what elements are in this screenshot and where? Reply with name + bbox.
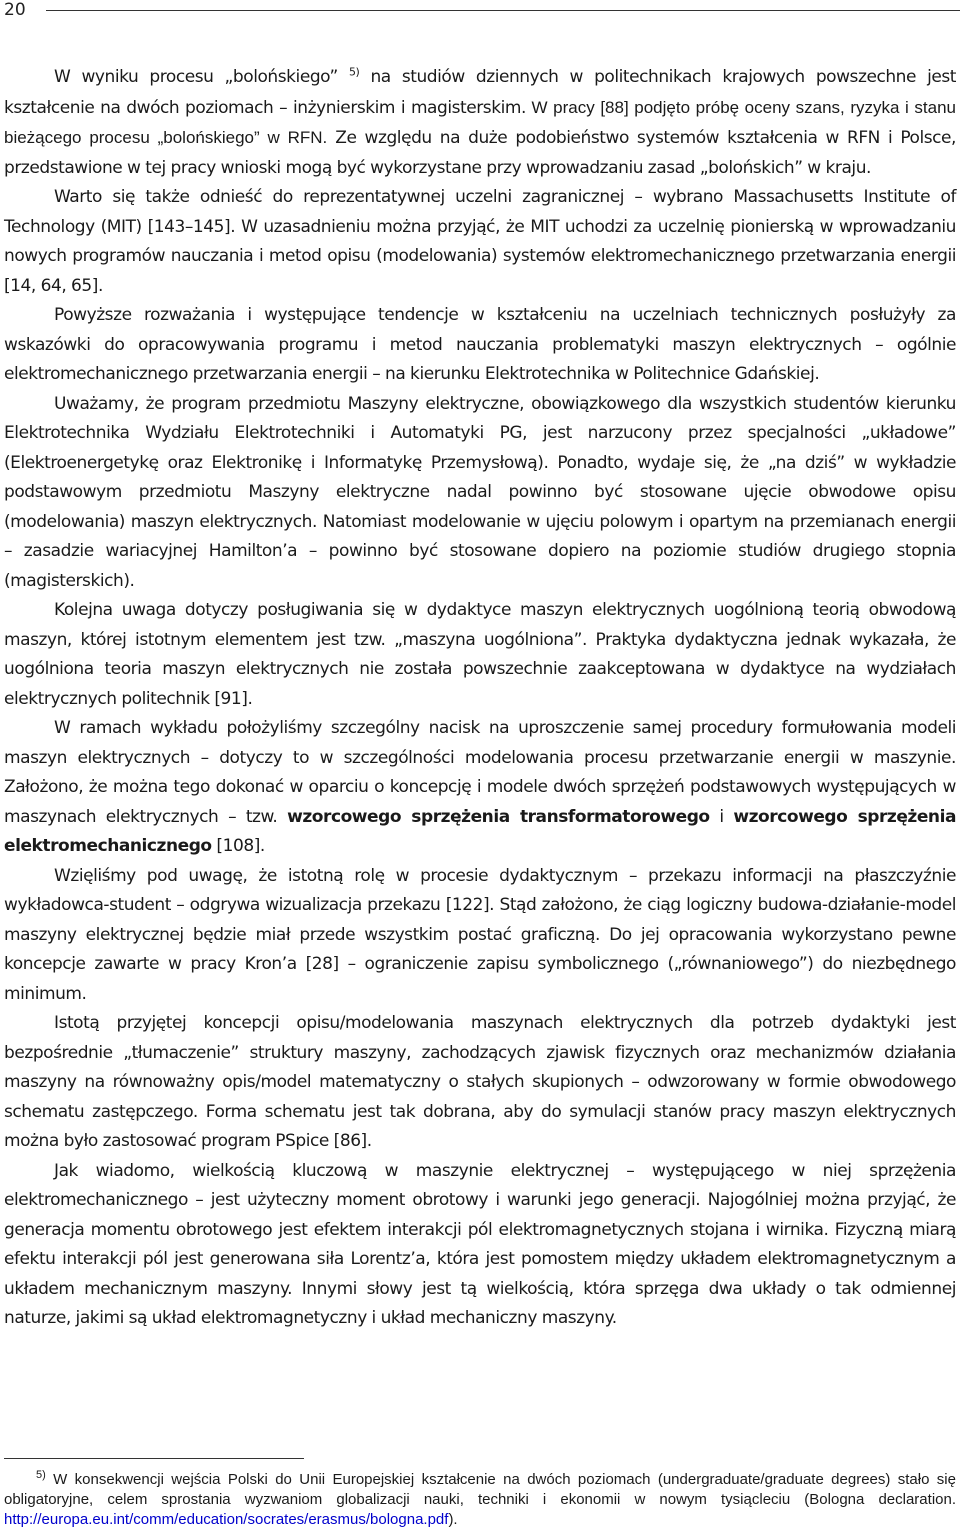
paragraph-5: Kolejna uwaga dotyczy posługiwania się w dydaktyce maszyn elektrycznych uogólnioną teorią obwodową maszyn, której istotnym elementem jest tzw. „maszyna uogólniona”. Praktyka dydaktyczna jednak wykazała, że uogólniona teoria maszyn elektrycznych nie została powszechnie zaakceptowana w dydaktyce na wydziałach elektrycznych politechnik [91]. bbox=[4, 600, 956, 709]
paragraph-4: Uważamy, że program przedmiotu Maszyny elektryczne, obowiązkowego dla wszystkich studentów kierunku Elektrotechnika Wydziału Elektrotechniki i Automatyki PG, jest narzucony przez specjalności „układowe” (Elektroenergetykę oraz Elektronikę i Informatykę Przemysłową). Ponadto, wydaje się, że „na dziś” w wykładzie podstawowym przedmiotu Maszyny elektryczne nadal powinno być stosowane ujęcie obwodowe opisu (modelowania) maszyn elektrycznych. Natomiast modelowanie w ujęciu polowym i opartym na przemianach energii – zasadzie wariacyjnej Hamilton’a – powinno być stosowane dopiero na poziomie studiów drugiego stopnia (magisterskich). bbox=[4, 393, 956, 591]
paragraph-8: Istotą przyjętej koncepcji opisu/modelowania maszynach elektrycznych dla potrzeb dydaktyki jest bezpośrednie „tłumaczenie” struktury maszyny, zachodzących zjawisk fizycznych oraz mechanizmów działania maszyny na równoważny opis/model matematyczny o stałych skupionych – odwzorowany w formie obwodowego schematu zastępczego. Forma schematu jest tak dobrana, aby do symulacji stanów pracy maszyn elektrycznych można było zastosować program PSpice [86]. bbox=[4, 1013, 956, 1151]
paragraph-9: Jak wiadomo, wielkością kluczową w maszynie elektrycznej – występującego w niej sprzężenia elektromechanicznego – jest użyteczny moment obrotowy i warunki jego generacji. Najogólniej można przyjąć, że generacja momentu obrotowego jest efektem interakcji pól elektromagnetycznych stojana i wirnika. Fizyczną miarą efektu interakcji pól jest generowana siła Lorentz’a, która jest pomostem między układem elektromagnetycznym a układem mechanicznym maszyny. Innymi słowy jest tą wielkością, która sprzęga dwa układy o tak odmiennej naturze, jakimi są układ elektromagnetyczny i układ mechaniczny maszyny. bbox=[4, 1160, 956, 1328]
footnote-marker: 5) bbox=[36, 1469, 46, 1481]
footnote-ref-5[interactable]: 5) bbox=[348, 65, 360, 79]
footnote bbox=[4, 1470, 956, 1530]
term-transformer-coupling: wzorcowego sprzężenia transformatorowego bbox=[287, 806, 710, 827]
paragraph-6-text-a: W ramach wykładu położyliśmy szczególny nacisk na uproszczenie samej procedury formułowania modeli maszyn elektrycznych – dotyczy to w szczególności modelowania procesu przetwarzanie energii w maszynie. Założono, że można tego dokonać w oparciu o koncepcję i modele dwóch sprzężeń podstawowych występujących w maszynach elektrycznych – tzw. bbox=[4, 718, 956, 827]
paragraph-6-text-mid: i bbox=[709, 806, 734, 827]
footnote-text: W konsekwencji wejścia Polski do Unii Europejskiej kształcenie na dwóch poziomach (undergraduate/graduate degrees) stało się obligatoryjne, celem sprostania wyzwaniom globalizacji nauki, techniki i ekonomii w nowym tysiącleciu (Bologna declaration. bbox=[4, 1471, 956, 1508]
page-number: 20 bbox=[4, 0, 26, 20]
paragraph-1-text-d: Ze względu na duże podobieństwo systemów kształcenia w RFN i Polsce, przedstawione w tej pracy wnioski mogą być wykorzystane przy wprowadzaniu zasad „bolońskich” w kraju. bbox=[4, 128, 957, 178]
paragraph-7: Wzięliśmy pod uwagę, że istotną rolę w procesie dydaktycznym – przekazu informacji na płaszczyźnie wykładowca-student – odgrywa wizualizacja przekazu [122]. Stąd założono, że ciąg logiczny budowa-działanie-model maszyny elektrycznej będzie miał przede wszystkim postać graficzną. Do jej opracowania wykorzystano pewne koncepcje zawarte w pracy Kron’a [28] – ograniczenie zapisu symbolicznego („równaniowego”) do niezbędnego minimum. bbox=[4, 865, 956, 1004]
paragraph-6-text-end: [108]. bbox=[211, 836, 265, 856]
body-text bbox=[4, 63, 956, 1334]
footnote-5 bbox=[4, 1470, 956, 1530]
footnote-link[interactable]: http://europa.eu.int/comm/education/socrates/erasmus/bologna.pdf bbox=[4, 1511, 449, 1528]
paragraph-1-text-a: W wyniku procesu „bolońskiego” bbox=[54, 67, 338, 87]
term-electromechanical-coupling: wzorcowego sprzężenia elektromechanicznego bbox=[4, 806, 956, 856]
footnote-rule bbox=[4, 1458, 304, 1459]
paragraph-1-text-c: W pracy [88] podjęto próbę oceny szans, ryzyka i stanu bieżącego procesu „bolońskiego” w RFN. bbox=[4, 97, 956, 147]
paragraph-1-text-b: na studiów dziennych w politechnikach krajowych powszechne jest kształcenie na dwóch poziomach – inżynierskim i magisterskim. bbox=[4, 67, 956, 118]
paragraph-6 bbox=[4, 714, 956, 862]
header-rule bbox=[46, 10, 960, 11]
footnote-end: ). bbox=[448, 1511, 458, 1528]
paragraph-1 bbox=[4, 63, 956, 183]
paragraph-2: Warto się także odnieść do reprezentatywnej uczelni zagranicznej – wybrano Massachusetts Institute of Technology (MIT) [143–145]. W uzasadnieniu można przyjąć, że MIT uchodzi za uczelnię pionierską w wprowadzaniu nowych programów nauczania i metod opisu (modelowania) systemów elektromechanicznego przetwarzania energii [14, 64, 65]. bbox=[4, 187, 956, 296]
paragraph-3: Powyższe rozważania i występujące tendencje w kształceniu na uczelniach technicznych posłużyły za wskazówki do opracowywania programu i metod nauczania problematyki maszyn elektrycznych – ogólnie elektromechanicznego przetwarzania energii – na kierunku Elektrotechnika w Politechnice Gdańskiej. bbox=[4, 305, 956, 384]
